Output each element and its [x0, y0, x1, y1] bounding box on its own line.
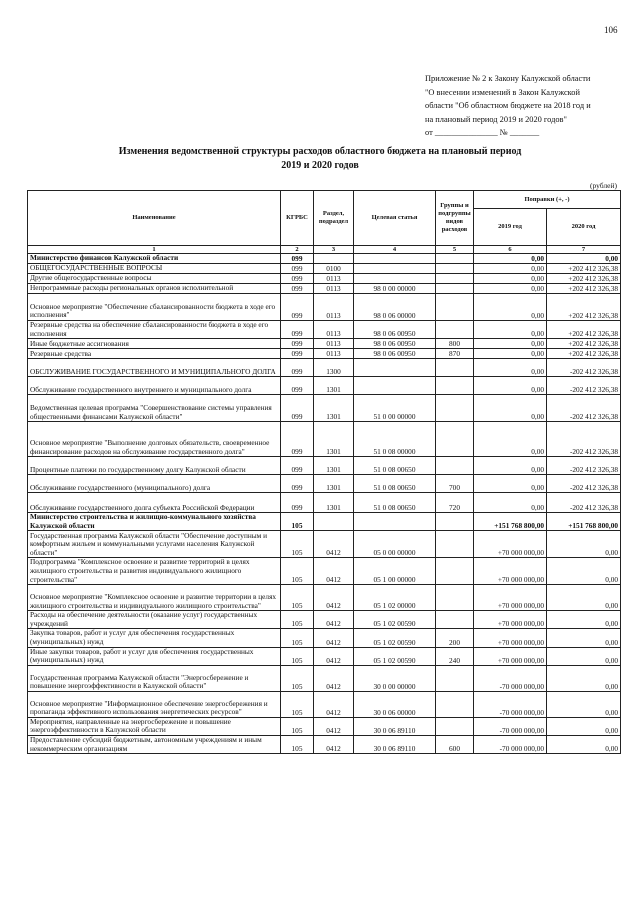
- row-section: 0412: [314, 585, 354, 611]
- row-name: Обслуживание государственного внутреннего и муниципального долга: [28, 377, 281, 395]
- row-kgrbs: 099: [281, 457, 314, 475]
- row-group: [436, 395, 474, 422]
- row-2020-value: 0,00: [547, 691, 621, 717]
- appendix-line: Приложение № 2 к Закону Калужской области: [425, 74, 591, 83]
- row-group: 870: [436, 349, 474, 359]
- row-target: 51 0 08 00650: [354, 475, 436, 493]
- row-target: [354, 274, 436, 284]
- row-2020-value: +202 412 326,38: [547, 274, 621, 284]
- title-line: 2019 и 2020 годов: [281, 160, 359, 171]
- row-section: 0113: [314, 274, 354, 284]
- table-row: [28, 264, 621, 274]
- table-row: [28, 629, 621, 647]
- row-kgrbs: 105: [281, 558, 314, 585]
- header-name: Наименование: [28, 191, 281, 246]
- row-section: [314, 254, 354, 264]
- document-title: [40, 145, 600, 173]
- row-2020-value: -202 412 326,38: [547, 475, 621, 493]
- row-kgrbs: 105: [281, 735, 314, 753]
- row-2019-value: 0,00: [474, 349, 547, 359]
- row-section: 0412: [314, 531, 354, 558]
- row-group: [436, 513, 474, 531]
- row-section: 1301: [314, 457, 354, 475]
- row-group: [436, 264, 474, 274]
- row-target: 05 1 00 00000: [354, 558, 436, 585]
- row-2019-value: -70 000 000,00: [474, 717, 547, 735]
- row-2019-value: 0,00: [474, 339, 547, 349]
- table-row: [28, 294, 621, 321]
- table-row: [28, 254, 621, 264]
- col-number: 2: [281, 246, 314, 254]
- row-2019-value: -70 000 000,00: [474, 691, 547, 717]
- row-name: Другие общегосударственные вопросы: [28, 274, 281, 284]
- header-section: Раздел, подраздел: [314, 191, 354, 246]
- row-target: 51 0 08 00000: [354, 422, 436, 457]
- row-target: 98 0 00 00000: [354, 284, 436, 294]
- row-name: Основное мероприятие "Комплексное освоение и развитие территории в целях жилищного строительства и индивидуального жилищного строительства": [28, 585, 281, 611]
- row-2019-value: 0,00: [474, 422, 547, 457]
- row-kgrbs: 099: [281, 377, 314, 395]
- row-2020-value: 0,00: [547, 717, 621, 735]
- row-section: 0412: [314, 647, 354, 665]
- row-target: 30 0 00 00000: [354, 665, 436, 691]
- row-kgrbs: 099: [281, 274, 314, 284]
- col-number: 3: [314, 246, 354, 254]
- col-number: 4: [354, 246, 436, 254]
- row-2019-value: +70 000 000,00: [474, 611, 547, 629]
- row-name: Министерство финансов Калужской области: [28, 254, 281, 264]
- row-2019-value: 0,00: [474, 274, 547, 284]
- row-section: 0412: [314, 717, 354, 735]
- row-2020-value: -202 412 326,38: [547, 377, 621, 395]
- row-section: 0113: [314, 284, 354, 294]
- row-kgrbs: 105: [281, 647, 314, 665]
- row-kgrbs: 099: [281, 395, 314, 422]
- table-body: [28, 254, 621, 754]
- col-number: 6: [474, 246, 547, 254]
- row-target: [354, 254, 436, 264]
- table-row: [28, 647, 621, 665]
- row-group: [436, 611, 474, 629]
- row-name: Министерство строительства и жилищно-коммунального хозяйства Калужской области: [28, 513, 281, 531]
- row-section: 0113: [314, 294, 354, 321]
- row-section: 0412: [314, 665, 354, 691]
- row-name: ОБЩЕГОСУДАРСТВЕННЫЕ ВОПРОСЫ: [28, 264, 281, 274]
- table-row: [28, 321, 621, 339]
- row-name: Резервные средства: [28, 349, 281, 359]
- row-group: [436, 691, 474, 717]
- row-2019-value: 0,00: [474, 264, 547, 274]
- table-row: [28, 493, 621, 513]
- row-name: Основное мероприятие "Обеспечение сбалансированности бюджета в ходе его исполнения": [28, 294, 281, 321]
- row-target: 98 0 06 00950: [354, 339, 436, 349]
- table-row: [28, 513, 621, 531]
- appendix-line: "О внесении изменений в Закон Калужской: [425, 87, 580, 97]
- header-2019: 2019 год: [474, 209, 547, 246]
- row-group: [436, 457, 474, 475]
- row-target: 05 1 02 00000: [354, 585, 436, 611]
- row-2020-value: -202 412 326,38: [547, 422, 621, 457]
- table-row: [28, 349, 621, 359]
- row-2020-value: -202 412 326,38: [547, 359, 621, 377]
- table-row: [28, 531, 621, 558]
- header-2020: 2020 год: [547, 209, 621, 246]
- row-name: Иные закупки товаров, работ и услуг для обеспечения государственных (муниципальных) нужд: [28, 647, 281, 665]
- row-2020-value: +202 412 326,38: [547, 349, 621, 359]
- row-section: [314, 513, 354, 531]
- appendix-line: области "Об областном бюджете на 2018 год и: [425, 101, 591, 110]
- row-kgrbs: 105: [281, 585, 314, 611]
- row-name: Резервные средства на обеспечение сбалансированности бюджета в ходе его исполнения: [28, 321, 281, 339]
- row-target: 98 0 06 00950: [354, 321, 436, 339]
- row-kgrbs: 105: [281, 691, 314, 717]
- table-row: [28, 735, 621, 753]
- row-group: [436, 717, 474, 735]
- appendix-note: [425, 72, 625, 140]
- row-group: 600: [436, 735, 474, 753]
- row-section: 0412: [314, 558, 354, 585]
- row-target: 30 0 06 00000: [354, 691, 436, 717]
- header-amendments: Поправки (+, -): [474, 191, 621, 209]
- table-row: [28, 457, 621, 475]
- row-target: 05 1 02 00590: [354, 611, 436, 629]
- row-name: Предоставление субсидий бюджетным, автономным учреждениям и иным некоммерческим организациям: [28, 735, 281, 753]
- row-group: [436, 359, 474, 377]
- row-target: 98 0 06 00000: [354, 294, 436, 321]
- row-name: Государственная программа Калужской области "Обеспечение доступным и комфортным жильем и коммунальными услугами населения Калужской области": [28, 531, 281, 558]
- row-2020-value: +202 412 326,38: [547, 294, 621, 321]
- row-target: 05 1 02 00590: [354, 629, 436, 647]
- row-2020-value: 0,00: [547, 629, 621, 647]
- row-group: 700: [436, 475, 474, 493]
- row-2020-value: 0,00: [547, 735, 621, 753]
- row-group: [436, 321, 474, 339]
- header-kgrbs: КГРБС: [281, 191, 314, 246]
- row-group: 800: [436, 339, 474, 349]
- row-group: 200: [436, 629, 474, 647]
- row-target: 98 0 06 00950: [354, 349, 436, 359]
- row-group: [436, 585, 474, 611]
- row-kgrbs: 099: [281, 339, 314, 349]
- row-section: 0412: [314, 735, 354, 753]
- table-row: [28, 339, 621, 349]
- row-2019-value: 0,00: [474, 254, 547, 264]
- row-section: 0412: [314, 629, 354, 647]
- col-number: 1: [28, 246, 281, 254]
- row-kgrbs: 099: [281, 294, 314, 321]
- row-name: Обслуживание государственного (муниципального) долга: [28, 475, 281, 493]
- row-section: 0113: [314, 349, 354, 359]
- row-section: 0113: [314, 339, 354, 349]
- row-target: [354, 513, 436, 531]
- appendix-line: от _______________ № _______: [425, 128, 540, 137]
- row-2019-value: 0,00: [474, 359, 547, 377]
- row-2019-value: 0,00: [474, 321, 547, 339]
- row-2019-value: +70 000 000,00: [474, 531, 547, 558]
- row-name: Обслуживание государственного долга субъекта Российской Федерации: [28, 493, 281, 513]
- row-section: 0113: [314, 321, 354, 339]
- row-2020-value: 0,00: [547, 531, 621, 558]
- row-group: [436, 274, 474, 284]
- row-2020-value: +202 412 326,38: [547, 264, 621, 274]
- page-number: 106: [604, 25, 618, 35]
- column-numbers-row: [28, 246, 621, 254]
- row-group: [436, 254, 474, 264]
- col-number: 7: [547, 246, 621, 254]
- row-2020-value: -202 412 326,38: [547, 493, 621, 513]
- table-row: [28, 691, 621, 717]
- table-row: [28, 284, 621, 294]
- row-target: [354, 264, 436, 274]
- units-label: (рублей): [590, 181, 618, 190]
- row-2019-value: 0,00: [474, 493, 547, 513]
- row-group: [436, 665, 474, 691]
- row-target: 05 0 00 00000: [354, 531, 436, 558]
- row-2019-value: +70 000 000,00: [474, 629, 547, 647]
- row-2020-value: +202 412 326,38: [547, 284, 621, 294]
- row-2019-value: 0,00: [474, 294, 547, 321]
- row-target: 51 0 00 00000: [354, 395, 436, 422]
- row-kgrbs: 105: [281, 665, 314, 691]
- row-kgrbs: 099: [281, 475, 314, 493]
- row-group: [436, 377, 474, 395]
- row-target: 30 0 06 89110: [354, 735, 436, 753]
- row-kgrbs: 099: [281, 359, 314, 377]
- row-2019-value: 0,00: [474, 475, 547, 493]
- row-kgrbs: 105: [281, 629, 314, 647]
- header-target: Целевая статья: [354, 191, 436, 246]
- row-2020-value: 0,00: [547, 665, 621, 691]
- row-name: Ведомственная целевая программа "Совершенствование системы управления общественными финансами Калужской области": [28, 395, 281, 422]
- title-line: Изменения ведомственной структуры расходов областного бюджета на плановый период: [118, 146, 522, 157]
- table-row: [28, 611, 621, 629]
- appendix-line: на плановый период 2019 и 2020 годов": [425, 114, 567, 124]
- row-section: 0412: [314, 611, 354, 629]
- row-2019-value: +151 768 800,00: [474, 513, 547, 531]
- table-row: [28, 395, 621, 422]
- row-name: ОБСЛУЖИВАНИЕ ГОСУДАРСТВЕННОГО И МУНИЦИПАЛЬНОГО ДОЛГА: [28, 359, 281, 377]
- row-name: Расходы на обеспечение деятельности (оказание услуг) государственных учреждений: [28, 611, 281, 629]
- row-name: Иные бюджетные ассигнования: [28, 339, 281, 349]
- row-name: Подпрограмма "Комплексное освоение и развитие территорий в целях жилищного строительства и развития индивидуального жилищного строительства": [28, 558, 281, 585]
- table-row: [28, 274, 621, 284]
- row-2020-value: -202 412 326,38: [547, 395, 621, 422]
- header-groups: Группы и подгруппы видов расходов: [436, 191, 474, 246]
- row-2019-value: -70 000 000,00: [474, 735, 547, 753]
- budget-table: [27, 190, 621, 754]
- row-2019-value: -70 000 000,00: [474, 665, 547, 691]
- row-kgrbs: 105: [281, 717, 314, 735]
- row-name: Государственная программа Калужской области "Энергосбережение и повышение энергоэффективности в Калужской области": [28, 665, 281, 691]
- row-section: 1301: [314, 475, 354, 493]
- row-group: 240: [436, 647, 474, 665]
- row-section: 1301: [314, 422, 354, 457]
- table-row: [28, 585, 621, 611]
- row-kgrbs: 105: [281, 531, 314, 558]
- row-kgrbs: 099: [281, 284, 314, 294]
- row-group: [436, 284, 474, 294]
- row-target: 05 1 02 00590: [354, 647, 436, 665]
- row-2019-value: +70 000 000,00: [474, 647, 547, 665]
- row-target: [354, 359, 436, 377]
- row-name: Непрограммные расходы региональных органов исполнительной: [28, 284, 281, 294]
- row-2019-value: +70 000 000,00: [474, 558, 547, 585]
- row-2020-value: +151 768 800,00: [547, 513, 621, 531]
- row-section: 1301: [314, 395, 354, 422]
- row-2020-value: 0,00: [547, 558, 621, 585]
- row-name: Закупка товаров, работ и услуг для обеспечения государственных (муниципальных) нужд: [28, 629, 281, 647]
- row-section: 1300: [314, 359, 354, 377]
- table-row: [28, 558, 621, 585]
- row-name: Основное мероприятие "Выполнение долговых обязательств, своевременное финансирование расходов на обслуживание государственного долга": [28, 422, 281, 457]
- row-kgrbs: 099: [281, 493, 314, 513]
- row-2019-value: 0,00: [474, 284, 547, 294]
- row-name: Процентные платежи по государственному долгу Калужской области: [28, 457, 281, 475]
- row-group: [436, 558, 474, 585]
- table-row: [28, 717, 621, 735]
- row-section: 1301: [314, 493, 354, 513]
- row-2019-value: 0,00: [474, 395, 547, 422]
- row-group: 720: [436, 493, 474, 513]
- row-target: [354, 377, 436, 395]
- row-group: [436, 531, 474, 558]
- row-2020-value: 0,00: [547, 611, 621, 629]
- table-row: [28, 359, 621, 377]
- row-target: 30 0 06 89110: [354, 717, 436, 735]
- row-2019-value: +70 000 000,00: [474, 585, 547, 611]
- row-kgrbs: 099: [281, 349, 314, 359]
- row-kgrbs: 105: [281, 513, 314, 531]
- row-2020-value: -202 412 326,38: [547, 457, 621, 475]
- row-2019-value: 0,00: [474, 457, 547, 475]
- row-target: 51 0 08 00650: [354, 493, 436, 513]
- row-section: 0412: [314, 691, 354, 717]
- row-section: 0100: [314, 264, 354, 274]
- row-kgrbs: 099: [281, 321, 314, 339]
- row-group: [436, 422, 474, 457]
- row-2020-value: 0,00: [547, 647, 621, 665]
- row-2020-value: +202 412 326,38: [547, 339, 621, 349]
- row-kgrbs: 105: [281, 611, 314, 629]
- row-kgrbs: 099: [281, 422, 314, 457]
- row-name: Основное мероприятие "Информационное обеспечение энергосбережения и пропаганда эффективного использования энергетических ресурсов": [28, 691, 281, 717]
- table-row: [28, 377, 621, 395]
- table-row: [28, 665, 621, 691]
- row-2020-value: 0,00: [547, 254, 621, 264]
- table-row: [28, 422, 621, 457]
- row-target: 51 0 08 00650: [354, 457, 436, 475]
- row-section: 1301: [314, 377, 354, 395]
- col-number: 5: [436, 246, 474, 254]
- row-2020-value: +202 412 326,38: [547, 321, 621, 339]
- row-group: [436, 294, 474, 321]
- table-row: [28, 475, 621, 493]
- row-2019-value: 0,00: [474, 377, 547, 395]
- row-kgrbs: 099: [281, 254, 314, 264]
- row-name: Мероприятия, направленные на энергосбережение и повышение энергоэффективности в Калужской области: [28, 717, 281, 735]
- row-2020-value: 0,00: [547, 585, 621, 611]
- row-kgrbs: 099: [281, 264, 314, 274]
